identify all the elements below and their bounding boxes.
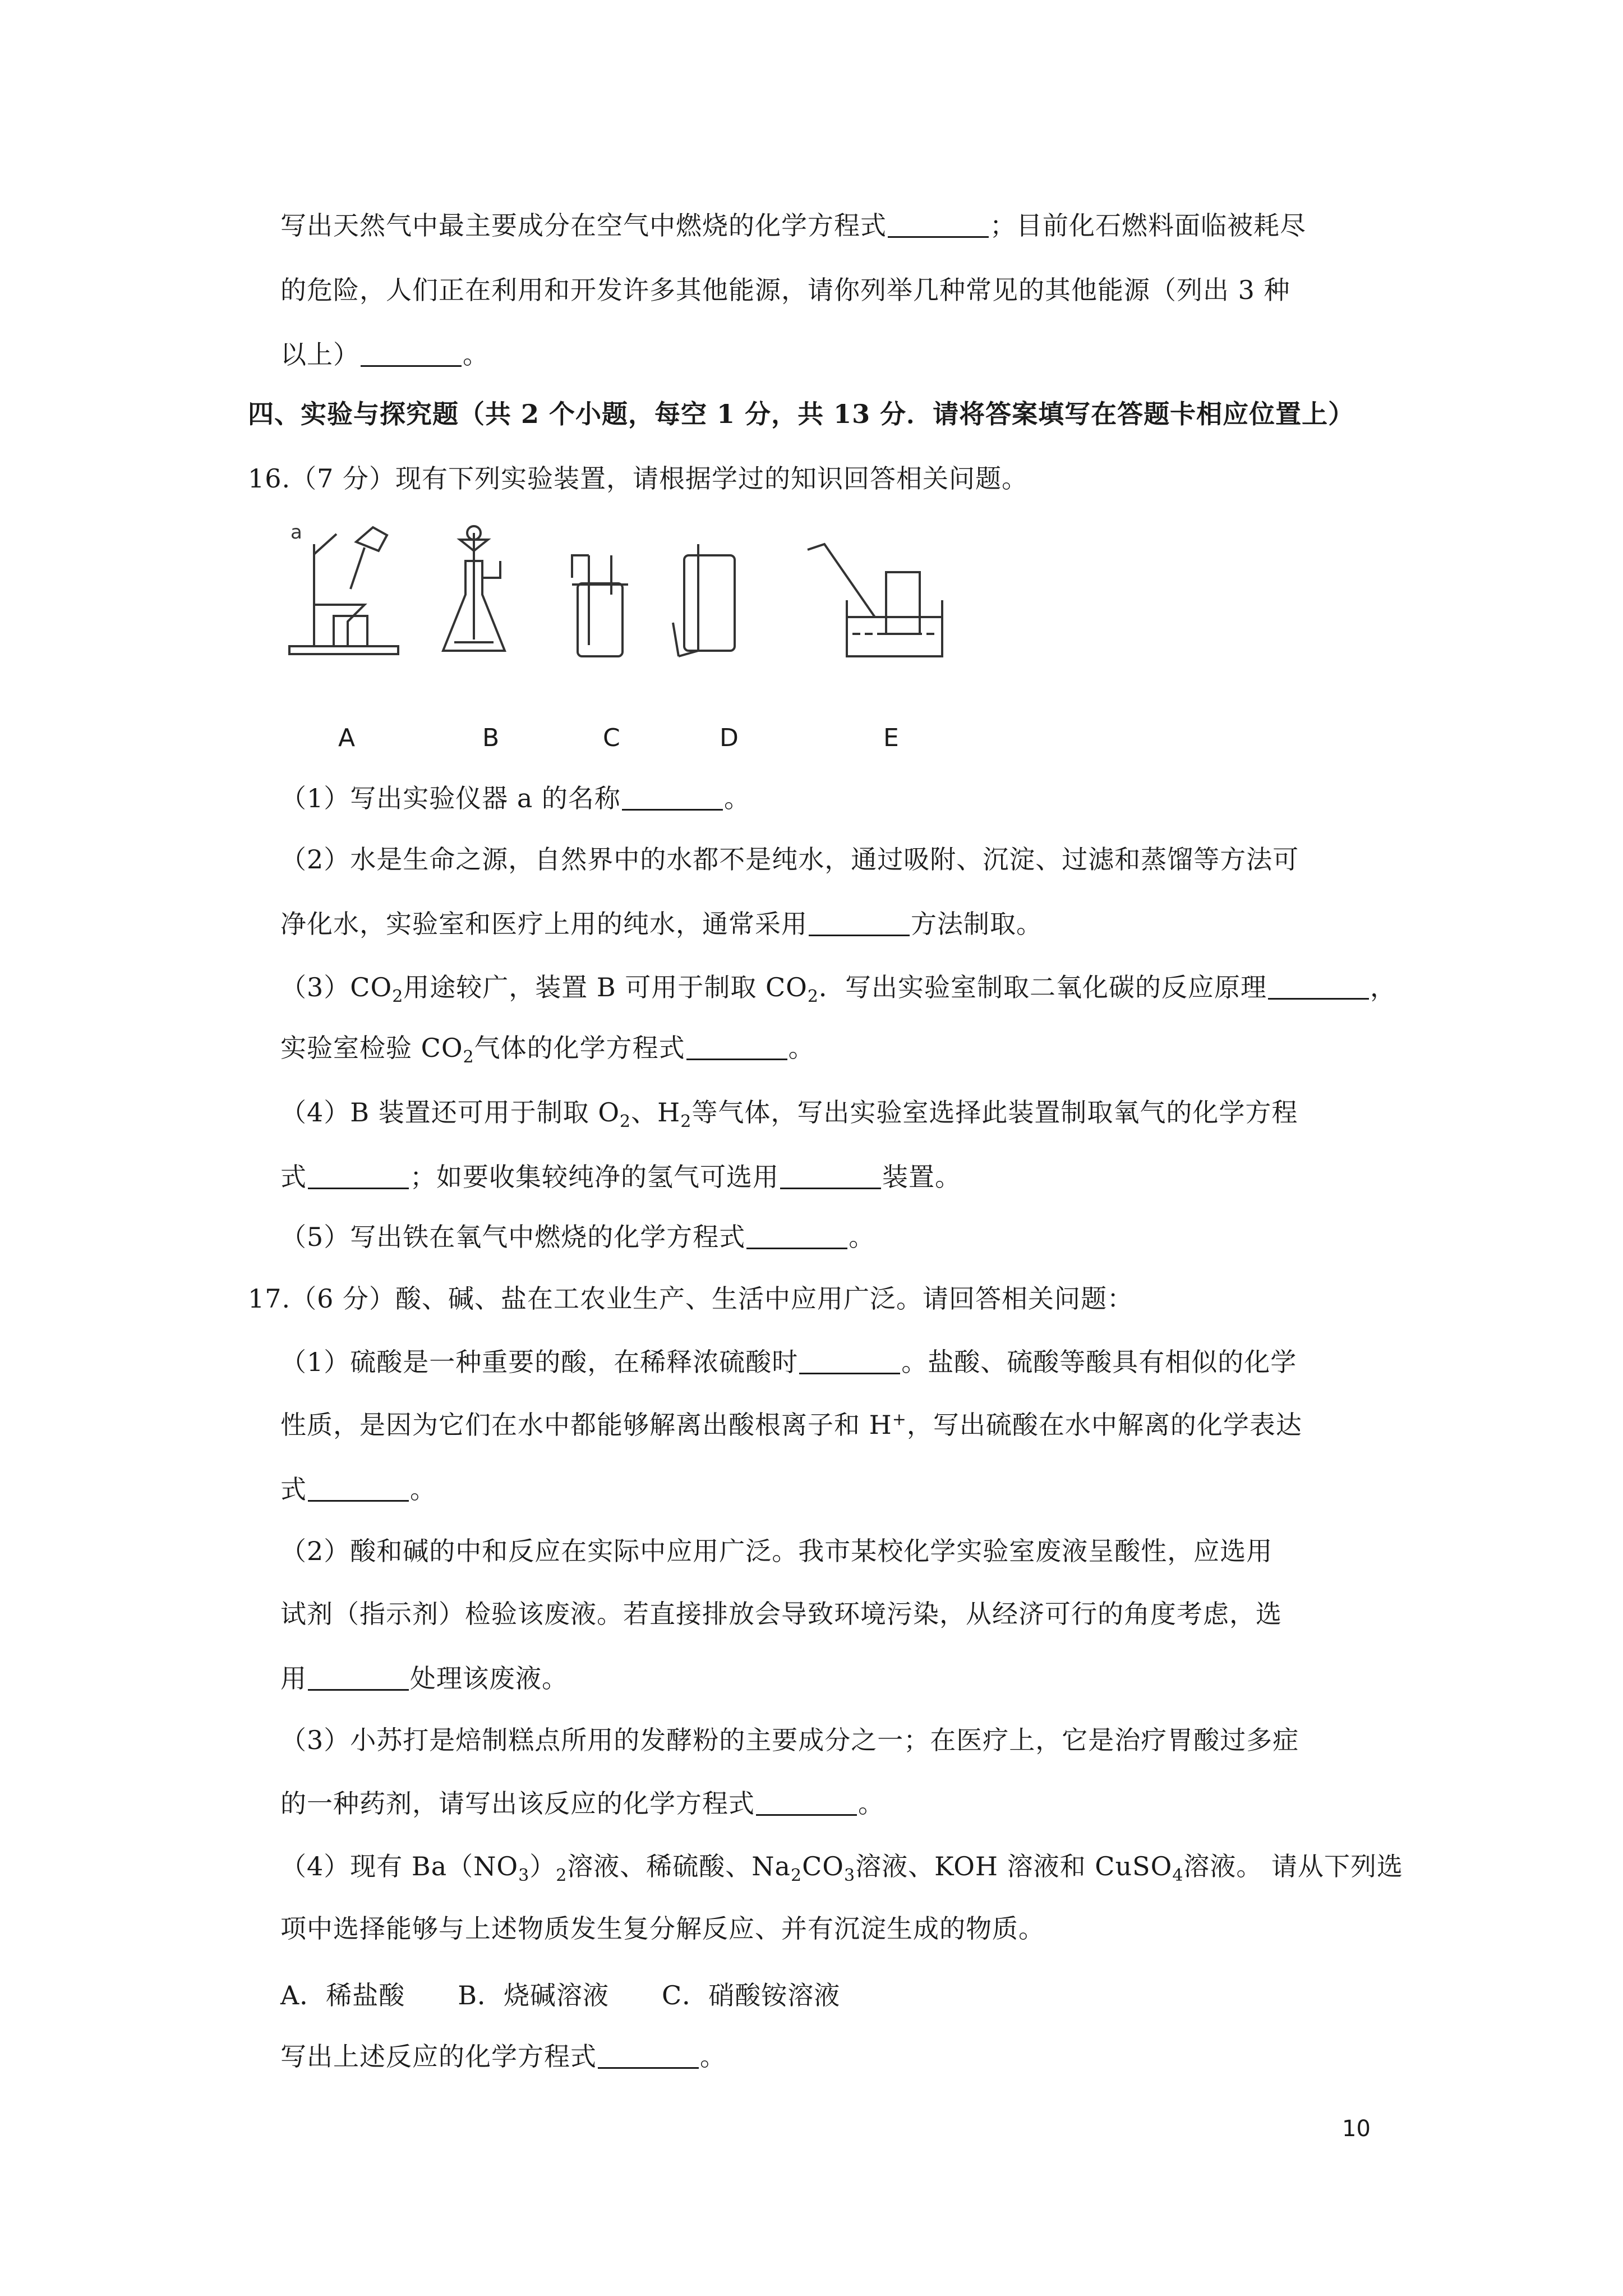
text-line: 的危险，人们正在利用和开发许多其他能源，请你列举几种常见的其他能源（列出 3 种 <box>280 275 1290 305</box>
q17-part1-cont: 性质，是因为它们在水中都能够解离出酸根离子和 H+，写出硫酸在水中解离的化学表达 <box>280 1410 1302 1440</box>
text-line: 写出天然气中最主要成分在空气中燃烧的化学方程式 ；目前化石燃料面临被耗尽 <box>280 210 1306 241</box>
q17-part2: （2）酸和碱的中和反应在实际中应用广泛。我市某校化学实验室废液呈酸性，应选用 <box>280 1536 1273 1566</box>
answer-blank <box>308 1474 409 1502</box>
answer-blank <box>780 1162 881 1189</box>
answer-blank <box>1268 972 1369 1000</box>
label-D: D <box>720 724 739 752</box>
answer-blank <box>361 339 462 367</box>
answer-blank <box>686 1033 787 1060</box>
q16-part2: （2）水是生命之源，自然界中的水都不是纯水，通过吸附、沉淀、过滤和蒸馏等方法可 <box>280 844 1299 875</box>
answer-blank <box>756 1788 857 1816</box>
q17-part1-cont2: 式 。 <box>280 1474 436 1504</box>
q16-part1: （1）写出实验仪器 a 的名称 。 <box>280 783 750 813</box>
answer-blank <box>308 1663 409 1691</box>
q16-part2-cont: 净化水，实验室和医疗上用的纯水，通常采用 方法制取。 <box>280 909 1043 939</box>
q16-part4: （4）B 装置还可用于制取 $O_2$、$H_2$等气体，写出实验室选择此装置制取氧气的化学方程 <box>280 1097 1298 1131</box>
q17-part5: 写出上述反应的化学方程式 。 <box>280 2041 726 2072</box>
label-a-mark: a <box>291 522 302 544</box>
text-line: 以上） 。 <box>280 339 489 370</box>
apparatus-d-bottle <box>673 544 735 656</box>
answer-blank <box>809 909 910 936</box>
apparatus-e-trough <box>808 544 942 656</box>
label-C: C <box>603 724 620 752</box>
answer-blank <box>888 210 989 238</box>
q16-part3: $(3)CO_2$用途较广，装置 B 可用于制取 $CO_2$．写出实验室制取二氧化碳的反应原理 ， <box>280 972 1396 1006</box>
q16-part5: （5）写出铁在氧气中燃烧的化学方程式 。 <box>280 1222 875 1252</box>
q17-part1: （1）硫酸是一种重要的酸，在稀释浓硫酸时 。盐酸、硫酸等酸具有相似的化学 <box>280 1347 1297 1377</box>
q17-part2-cont2: 用 处理该废液。 <box>280 1663 568 1694</box>
answer-blank <box>799 1347 900 1374</box>
apparatus-c-bottle <box>572 555 628 656</box>
apparatus-b-flask <box>443 526 505 651</box>
answer-blank <box>308 1162 409 1189</box>
q17-part4: （4）现有 $Ba(NO_3)_2$溶液、稀硫酸、$Na_2CO_3$溶液、KOH 溶液和 CuSO$_4$溶液。 请从下列选 <box>280 1851 1404 1885</box>
q16-part4-cont: 式 ；如要收集较纯净的氢气可选用 装置。 <box>280 1162 961 1192</box>
section-heading: 四、实验与探究题（共 2 个小题，每空 1 分，共 13 分．请将答案填写在答题卡相应位置上） <box>248 399 1355 429</box>
page-number: 10 <box>1342 2116 1371 2142</box>
q17-part3-cont: 的一种药剂，请写出该反应的化学方程式 。 <box>280 1788 884 1819</box>
q16-part3-cont: 实验室检验 $CO_2$气体的化学方程式 。 <box>280 1033 815 1067</box>
label-B: B <box>482 724 500 752</box>
answer-blank <box>746 1222 847 1249</box>
apparatus-figure <box>280 522 987 701</box>
q17-part4-cont: 项中选择能够与上述物质发生复分解反应、并有沉淀生成的物质。 <box>280 1913 1045 1944</box>
q17-part3: （3）小苏打是焙制糕点所用的发酵粉的主要成分之一；在医疗上，它是治疗胃酸过多症 <box>280 1725 1299 1755</box>
apparatus-a-filtration <box>289 527 398 654</box>
answer-blank <box>598 2041 699 2069</box>
q17-part2-cont: 试剂（指示剂）检验该废液。若直接排放会导致环境污染，从经济可行的角度考虑，选 <box>280 1599 1282 1629</box>
label-A: A <box>338 724 356 752</box>
question-17-title: 17.（6 分）酸、碱、盐在工农业生产、生活中应用广泛。请回答相关问题： <box>248 1283 1134 1314</box>
answer-blank <box>622 783 723 811</box>
label-E: E <box>883 724 899 752</box>
question-16-title: 16.（7 分）现有下列实验装置，请根据学过的知识回答相关问题。 <box>248 463 1029 494</box>
q17-options: A．稀盐酸 B．烧碱溶液 C．硝酸铵溶液 <box>280 1980 841 2010</box>
